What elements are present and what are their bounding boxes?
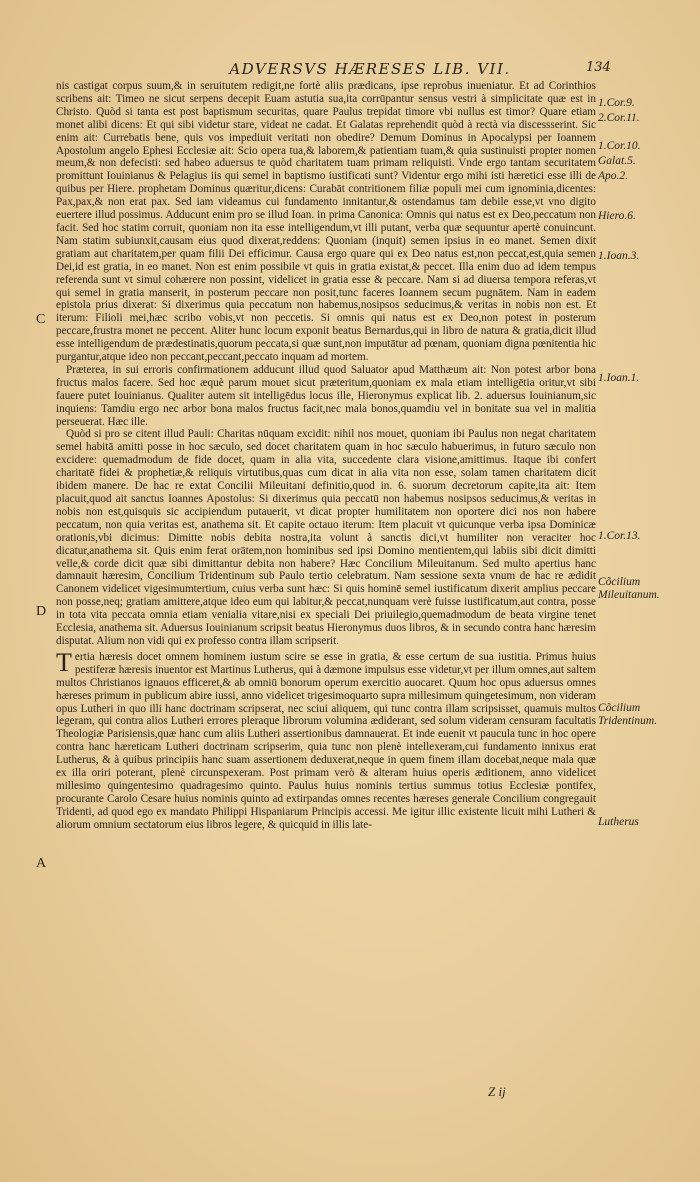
margin-note-1cor13: 1.Cor.13. <box>598 530 641 542</box>
margin-note-hiero6: Hiero.6. <box>598 210 636 222</box>
margin-note-1ioan3: 1.Ioan.3. <box>598 250 640 262</box>
paragraph-1: nis castigat corpus suum,& in seruitutem redigit,ne fortè aliis prædicans, ipse reprobus inueniatur. Et ad Corinthios scribens ait: Timeo ne sicut serpens decepit Euam astutia sua,ita corrūpantur sensus vestri à simplicitate quæ est in Christo. Quòd si tanta est post baptismum securitas, quare Paulus trepidat timore vbi nullus est timor? Quare etiam monet alibi dicens: Et qui sibi videtur stare, videat ne cadat. Et Galatas reprehendit quòd à rectà via discessserint. Sic enim ait: Currebatis bene, quis vos impediuit veritati non obedire? Demum Dominus in Apocalypsi per Ioannem Apostolum angelo Ephesi Ecclesiæ ait: Scio opera tua,& laborem,& patientiam tuam,& quia sustinuisti propter nomen meum,& non defecisti: sed habeo aduersus te quòd charitatem tuam primam reliquisti. Vnde ergo tantam securitatem promittunt Iouinianus & Pelagius iis qui semel in baptismo iustificati sunt? Videntur ergo mihi isti hæretici esse illi de quibus per Hiere. prophetam Dominus quæritur,dicens: Curabāt contritionem filiæ populi mei cum ignominia,dicentes: Pax,pax,& non erat pax. Sed iam videamus cui fundamento innitantur,& ostendamus tam debile esse,vt vno digito euertere illud possimus. Adducunt enim pro se illud Ioan. in prima Canonica: Omnis qui natus est ex Deo,peccatum non facit. Sed hoc statim corruit, quoniam non ita esse intelligendum,vt illi putant, verba quæ sequuntur apertè conuincunt. Nam statim subiunxit,causam eius quod dixerat,reddens: Quoniam (inquit) semen ipsius in eo manet. Semen dixit gratiam aut charitatem,per quam filii Dei efficimur. Causa ergo quare qui ex Deo natus est,non peccat,est,quia semen Dei,id est gratia, in eo manet. Non est enim possibile vt quis in gratia existat,& peccet. Illa enim duo ad idem tempus referenda sunt vt simul cohærere non possint, videlicet in gratia esse & peccare. Nam si ad diuersa tempora referas,vt qui semel in gratia manserit, in posterum peccare non posit,tunc faceres Ioannem secum pugnātem. Nam in eadem epistola prius dixerat: Si dixerimus quia peccatum non habemus,nosipsos seducimus,& veritas in nobis non est. Et iterum: Filioli mei,hæc scribo vobis,vt non peccetis. Si omnis qui natus est ex Deo,non potest in posterum peccare,frustra monet ne peccent. Aliter hunc locum exponit beatus Bernardus,qui in libro de natura & gratia,dicit illud esse intelligendum de prædestinatis,quorum peccata,si quæ sunt,non imputātur ad pœnam, quoniam digna pœnitentia hic purgantur,atque ideo non peccant,peccant,peccato inquam ad mortem. <box>56 80 596 364</box>
paragraph-2: Præterea, in sui erroris confirmationem adducunt illud quod Saluator apud Matthæum ait: Non potest arbor bona fructus malos facere. Sed hoc æquè parum mouet sicut præteritum,quoniam ex mala etiam intelligētia oritur,vt sibi fauere putet Iouinianus. Qualiter autem sit intelligēdus locus ille, Hieronymus explicat lib. 2. aduersus Iouinianum,sic inquiens: Tamdiu ergo nec arbor bona malos fructus facit,nec mala bonos,quamdiu vel in bonitate sua vel in malitia perseuerat. Hæc ille. <box>56 363 596 428</box>
running-title: ADVERSVS HÆRESES LIB. VII. <box>229 60 511 78</box>
margin-note-1cor9: 1.Cor.9. <box>598 97 635 109</box>
section-letter-c: C <box>36 312 46 327</box>
margin-note-1cor10: 1.Cor.10. <box>598 140 641 152</box>
signature-mark: Z ij <box>488 1084 506 1099</box>
section-letter-a: A <box>36 856 47 871</box>
section-letter-d: D <box>36 604 47 619</box>
folio-number: 134 <box>586 60 611 75</box>
margin-note-2cor11: 2.Cor.11. <box>598 112 640 124</box>
paragraph-3: Quòd si pro se citent illud Pauli: Charitas nūquam excidit: nihil nos mouet, quoniam ibi Paulus non negat charitatem semel habitā amitti posse in hoc sæculo, sed docet charitatem quam in hoc sæculo habuerimus, in futuro sæculo non excidere: quemadmodum de fide docet, quam in alia vita, succedente clara visione,amittimus. Itaque ibi confert charitatē fidei & prophetiæ,& reliquis virtutibus,quas cum dicat in alia vita non esse, solam tamen charitatem dicit ibidem manere. De hac re extat Concilii Mileuitani definitio,quod in. 6. suorum decretorum capite,ita ait: Item placuit,quod ait sanctus Ioannes Apostolus: Si dixerimus quia peccatū non habemus nosipsos seducimus,& veritas in nobis non est,quisquis sic accipiendum putauerit, vt dicat propter humilitatem non oportere dici nos non habere peccatum, non quia veritas est, anathema sit. Et capite octauo iterum: Item placuit vt quicunque verba ipsa Dominicæ orationis,vbi dicimus: Dimitte nobis debita nostra,ita volunt à sanctis dici,vt humiliter non veraciter hoc dicatur,anathema sit. Quis enim ferat orātem,non hominibus sed ipsi Domino mentientem,qui labiis sibi dicit dimitti velle,& corde dicit quæ sibi dimittantur debita non habere? Hæc Concilium Mileuitanum. Sed multo apertius hanc damnauit hæresim, Concilium Tridentinum sub Paulo tertio celebratum. Nam sessione sexta vnum de hac re ædidit Canonem videlicet vigesimumtertium, cuius verba sunt hæc: Si quis hominē semel iustificatum dixerit amplius peccare non posse,neq; gratiam amittere,atque ideo eum qui labitur,& peccat,nunquam verè fuisse iustificatum,aut contra, posse in tota vita peccata omnia etiam venialia vitare,nisi ex speciali Dei priuilegio,quemadmodum de beata virgine tenet Ecclesia, anathema sit. Aduersus Iouinianum scripsit beatus Hieronymus duos libros, & in secundo contra hanc hæresim disputat. Alium non vidi qui ex professo contra illam scripserit. <box>56 428 596 647</box>
margin-note-concilium-mileuitanum: Cõcilium Mileuitanum. <box>598 576 660 601</box>
margin-note-galat5: Galat.5. <box>598 155 636 167</box>
margin-note-lutherus: Lutherus <box>598 816 639 828</box>
paragraph-third-heresy <box>56 647 597 832</box>
margin-note-1ioan1: 1.Ioan.1. <box>598 372 640 384</box>
drop-capital: T <box>56 647 72 677</box>
third-heresy-opening: ertia hæresis docet omnem hominem iustum scire se esse in gratia, & esse certum de sua iustitia. <box>74 650 532 663</box>
main-text-column <box>56 80 596 832</box>
margin-note-concilium-tridentinum: Cõcilium Tridentinum. <box>598 702 658 727</box>
third-heresy-text: Primus huius pestiferæ hæresis inuentor est Martinus Lutherus, qui à dæmone impulsus esse videtur,vt per illum omnes,aut saltem multos Christianos ignauos efficeret,& ab omniū bonorum operum exercitio auocaret. Quum hoc opus aduersus omnes hæreses primum in publicum abire iussi, anno videlicet trigesimoquarto supra millesimum quingetesimum, non videram opus Lutheri in quo illi hanc doctrinam scripserat, nec sciui aliquem, qui tunc contra illam scripsisset, quamuis multos legeram, qui contra alios Lutheri errores pleraque librorum volumina ædiderant, sed solum videram censuram facultatis Theologiæ Parisiensis,quæ hanc cum aliis Lutheri assertionibus damnauerat. Et inde euenit vt paucula tunc in hoc opere contra hanc hæreticam Lutheri doctrinam scripserim, quia tunc non plenè intellexeram,cui fundamento innixus erat Lutherus, & à quibus principiis hanc suam assertionem deduxerat,neque in quem finem illam docebat,neque mala quæ ex illa oriri poterant, plenè circunspexeram. Post primam verò & alteram huius operis æditionem, anno videlicet millesimo quingentesimo quadragesimo quinto. Paulus huius nominis tertius summus totius Ecclesiæ pontifex, procurante Carolo Cesare huius nominis quinto ad extirpandas omnes recentes hæreses generale Concilium congregauit Tridenti, ad quod ego ex mandato Philippi Hispaniarum Principis accessi. Me igitur illic existente licuit mihi Lutheri & aliorum omnium sectatorum eius libros legere, & quicquid in illis late- <box>56 650 597 831</box>
margin-note-apo2: Apo.2. <box>598 170 629 182</box>
